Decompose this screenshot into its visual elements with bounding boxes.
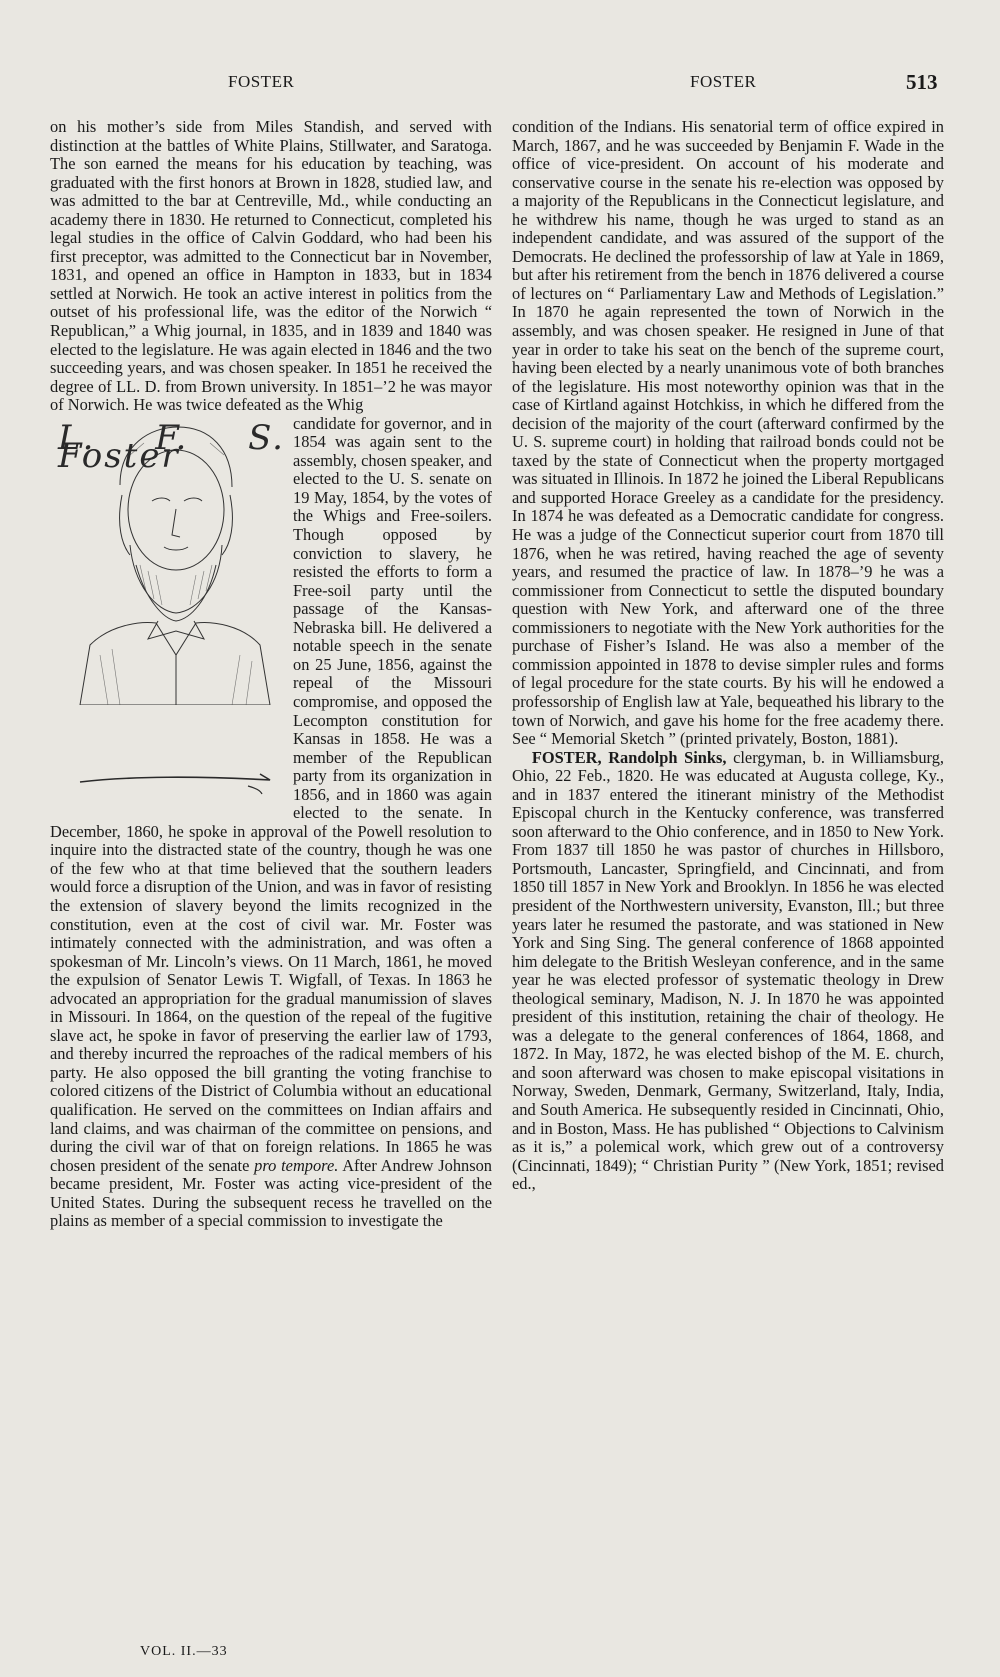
entry-body: clergyman, b. in Williamsburg, Ohio, 22 Feb., 1820. He was educated at Augusta college, Ky., and in 1837 entered the itinerant ministry of the Methodist Episcopal church in the Kentucky conference, was transferred soon afterward to the Ohio conference, and in 1850 to New York. From 1837 till 1850 he was pastor of churches in Hillsboro, Portsmouth, Lancaster, Springfield, and Cincinnati, and from 1850 till 1857 in New York and Brooklyn. In 1856 he was elected president of the Northwestern university, Evanston, Ill.; but three years later he resumed the pastorate, and was stationed in New York and Sing Sing. The general conference of 1868 appointed him delegate to the British Wesleyan conference, and in the same year he was elected professor of systematic theology in Drew theological seminary, Madison, N. J. In 1870 he was appointed president of this institution, retaining the chair of theology. He was a delegate to the general conferences of 1864, 1868, and 1872. In May, 1872, he was elected bishop of the M. E. church, and soon afterward was chosen to make episcopal visitations in Norway, Sweden, Denmark, Germany, Switzerland, Italy, India, and South America. He subsequently resided in Cincinnati, Ohio, and in Boston, Mass. He has published “ Objections to Calvinism as it is,” a polemical work, which grew out of a controversy (Cincinnati, 1849); “ Christian Purity ” (New York, 1851; revised ed., [512, 747, 944, 1194]
signature-text: L. F. S. Foster [58, 417, 285, 477]
volume-footer: VOL. II.—33 [140, 1644, 228, 1659]
left-text-body: candidate for governor, and in 1854 was again sent to the assembly, chosen speaker, and elected to the U. S. senate on 19 May, 1854, by the votes of the Whigs and Free-soilers. Though opposed by conviction to slavery, he resisted the efforts to form a Free-soil party until the passage of the Kansas-Nebraska bill. He delivered a notable speech in the senate on 25 June, 1856, against the repeal of the Missouri compromise, and opposed the Lecompton constitution for Kansas in 1858. He was a member of the Republican party from its organization in 1856, and in 1860 was again elected to the senate. In December, 1860, he spoke in approval of the Powell resolution to inquire into the distracted state of the country, though he was one of the few who at that time believed that the southern leaders would force a disruption of the Union, and was in favor of resisting the extension of slavery beyond the limits recognized in the constitution, even at the cost of civil war. Mr. Foster was intimately connected with the administration, and was often a spokesman of Mr. Lincoln’s views. On 11 March, 1861, he moved the expulsion of Senator Lewis T. Wigfall, of Texas. In 1863 he advocated an appropriation for the gradual manumission of slaves in Missouri. In 1864, on the question of the repeal of the fugitive slave act, he spoke in favor of preserving the earlier law of 1793, and thereby incurred the reproaches of the radical members of his party. He also opposed the bill granting the voting franchise to colored citizens of the District of Columbia without an educational qualification. He served on the committees on Indian affairs and land claims, and was chairman of the committee on pensions, and during the civil war of that on foreign relations. In 1865 he was chosen president of the senate [50, 413, 492, 1175]
portrait-figure [50, 415, 285, 812]
right-column [512, 118, 944, 1194]
entry-randolph-foster [512, 749, 944, 1194]
page-number: 513 [906, 70, 938, 94]
running-head-right: FOSTER [690, 72, 757, 91]
left-text-end: After Andrew Johnson became president, Mr. Foster was acting vice-president of the United States. During the subsequent recess he travelled on the plains as member of a special commission to investigate the [50, 1155, 492, 1231]
left-column [50, 118, 492, 1231]
running-head-left: FOSTER [228, 72, 295, 91]
pro-tempore-italic: pro tempore. [254, 1155, 339, 1175]
right-text-first: condition of the Indians. His senatorial term of office expired in March, 1867, and he was succeeded by Benjamin F. Wade in the office of vice-president. On account of his moderate and conservative course in the senate his re-election was opposed by a majority of the Republicans in the Connecticut legislature, and he withdrew his name, though he was urged to stand as an independent candidate, and was assured of the support of the Democrats. He declined the professorship of law at Yale in 1869, but after his retirement from the bench in 1876 delivered a course of lectures on “ Parliamentary Law and Methods of Legislation.” In 1870 he again represented the town of Norwich in the assembly, and was chosen speaker. He resigned in June of that year in order to take his seat on the bench of the supreme court, having been elected by a nearly unanimous vote of both branches of the legislature. His most noteworthy opinion was that in the case of Kirtland against Hotchkiss, in which he differed from the decision of the majority of the court (afterward confirmed by the U. S. supreme court) in holding that railroad bonds could not be taxed by the state of Connecticut when the property mortgaged was situated in Illinois. In 1872 he joined the Liberal Republicans and supported Horace Greeley as a candidate for the presidency. In 1874 he was defeated as a Democratic candidate for congress. He was a judge of the Connecticut superior court from 1870 till 1876, when he was retired, having reached the age of seventy years, and resumed the practice of law. In 1878–’9 he was a commissioner from Connecticut to settle the disputed boundary question with New York, and afterward one of the three commissioners to negotiate with the New York authorities for the purchase of Fisher’s Island. He was also a member of the commission appointed in 1878 to devise simpler rules and forms of legal procedure for the state courts. By his will he endowed a professorship of English law at Yale, bequeathed his library to the town of Norwich, and gave his home for the free academy there. See “ Memorial Sketch ” (printed privately, Boston, 1881). [512, 117, 944, 749]
entry-heading: FOSTER, Randolph Sinks, [531, 747, 727, 767]
left-text-top: on his mother’s side from Miles Standish, and served with distinction at the battles of White Plains, Stillwater, and Saratoga. The son earned the means for his education by teaching, was graduated with the first honors at Brown in 1828, studied law, and was admitted to the bar at Centreville, Md., while conducting an academy there in 1830. He returned to Connecticut, completed his legal studies in the office of Calvin Goddard, who had been his first preceptor, was admitted to the Connecticut bar in November, 1831, and opened an office in Hampton in 1833, but in 1834 settled at Norwich. He took an active interest in politics from the outset of his professional life, was the editor of the Norwich “ Republican,” a Whig journal, in 1835, and in 1839 and 1840 was elected to the legislature. He was again elected in 1846 and the two succeeding years, and was chosen speaker. In 1851 he received the degree of LL. D. from Brown university. In 1851–’2 he was mayor of Norwich. He was twice defeated as the Whig [50, 117, 492, 415]
signature-graphic [50, 720, 290, 800]
